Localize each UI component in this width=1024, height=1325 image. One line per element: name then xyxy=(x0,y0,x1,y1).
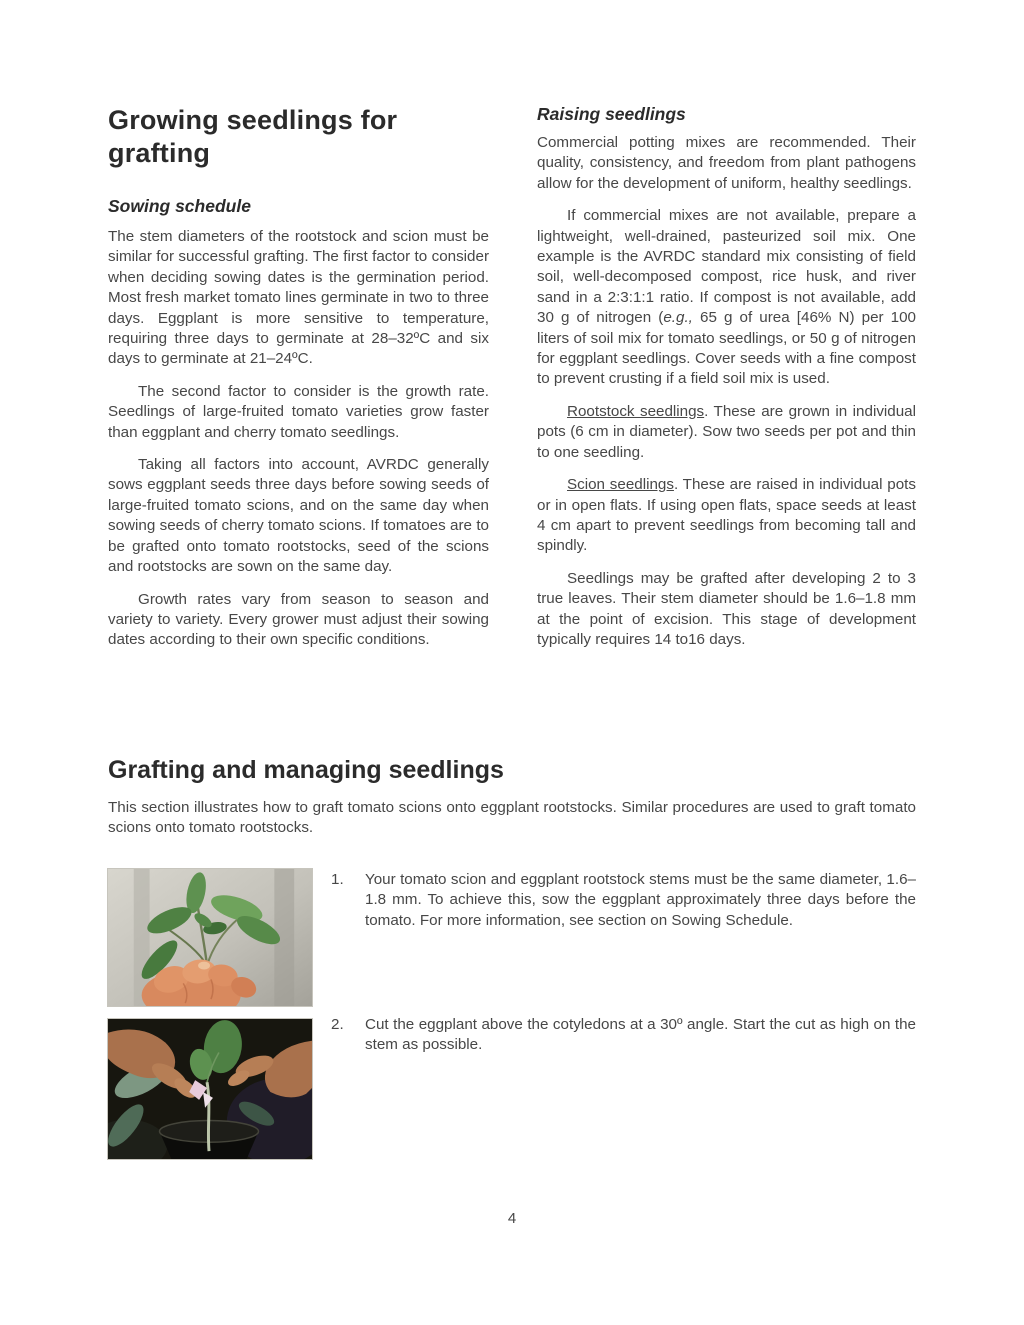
section-intro: This section illustrates how to graft tomato scions onto eggplant rootstocks. Similar procedures are used to graft tomato scions onto tomato rootstocks. xyxy=(108,799,916,837)
photo-step1-illustration xyxy=(108,869,312,1006)
paragraph xyxy=(537,206,916,390)
section-heading-grafting: Grafting and managing seedlings xyxy=(108,756,504,784)
step-number: 1. xyxy=(331,871,344,888)
paragraph: Commercial potting mixes are recommended. Their quality, consistency, and freedom from plant pathogens allow for the development of uniform, healthy seedlings. xyxy=(537,134,916,192)
text-segment: If commercial mixes are not available, prepare a lightweight, well-drained, pasteurized soil mix. One example is the AVRDC standard mix consisting of field soil, well-decomposed compost, rice husk, and river sand in a 2:3:1:1 ratio. If compost is not available, add 30 g of nitrogen ( xyxy=(537,207,916,327)
underlined-term: Rootstock seedlings xyxy=(567,402,705,420)
subheading-sowing-schedule: Sowing schedule xyxy=(108,196,251,216)
underlined-term: Scion seedlings xyxy=(567,476,674,494)
right-column-body xyxy=(537,133,916,650)
step-number: 2. xyxy=(331,1016,344,1033)
subheading-raising-seedlings: Raising seedlings xyxy=(537,104,686,124)
photo-step1-seedling-in-hand xyxy=(107,868,313,1007)
photo-step2-illustration xyxy=(108,1019,312,1159)
step-text: Cut the eggplant above the cotyledons at a 30º angle. Start the cut as high on the stem as possible. xyxy=(365,1016,916,1054)
photo-step2-cutting-eggplant xyxy=(107,1018,313,1160)
paragraph-rootstock-seedlings xyxy=(537,402,916,463)
left-column-body xyxy=(108,227,489,651)
page-number: 4 xyxy=(507,1210,517,1227)
text-segment: 65 g of urea [46% N) per 100 liters of soil mix for tomato seedlings, or 50 g of nitrogen for eggplant seedlings. Cover seeds with a fine compost to prevent crusting if a field soil mix is used. xyxy=(537,309,917,388)
paragraph: Seedlings may be grafted after developing 2 to 3 true leaves. Their stem diameter should be 1.6–1.8 mm at the point of excision. This stage of development typically requires 14 to16 days. xyxy=(537,569,916,648)
left-column xyxy=(108,104,489,663)
text-segment: . These are raised in individual pots or in open flats. If using open flats, space seeds at least 4 cm apart to prevent seedlings from becoming tall and spindly. xyxy=(537,476,916,555)
step-text: Your tomato scion and eggplant rootstock stems must be the same diameter, 1.6–1.8 mm. To achieve this, sow the eggplant approximately three days before the tomato. For more information, see section on Sowing Schedule. xyxy=(365,871,916,929)
paragraph: Taking all factors into account, AVRDC generally sows eggplant seeds three days before sowing seeds of large-fruited tomato scions, and on the same day when sowing seeds of cherry tomato scions. If tomatoes are to be grafted onto tomato rootstocks, seed of the scions and rootstocks are sown on the same day. xyxy=(108,456,489,576)
page-title: Growing seedlings for grafting xyxy=(108,105,398,168)
italic-segment: e.g., xyxy=(663,309,693,327)
right-column xyxy=(537,104,916,662)
paragraph: Growth rates vary from season to season and variety to variety. Every grower must adjust their sowing dates according to their own specific conditions. xyxy=(108,590,489,649)
paragraph: The second factor to consider is the growth rate. Seedlings of large-fruited tomato varieties grow faster than eggplant and cherry tomato seedlings. xyxy=(108,382,489,441)
paragraph-scion-seedlings xyxy=(537,475,916,557)
paragraph: The stem diameters of the rootstock and scion must be similar for successful grafting. The first factor to consider when deciding sowing dates is the germination period. Most fresh market tomato lines germinate in two to three days. Eggplant is more sensitive to temperature, requiring three days to germinate at 28–32ºC and six days to germinate at 21–24ºC. xyxy=(108,228,489,368)
text-segment: . These are grown in individual pots (6 cm in diameter). Sow two seeds per pot and thin to one seedling. xyxy=(537,402,917,461)
